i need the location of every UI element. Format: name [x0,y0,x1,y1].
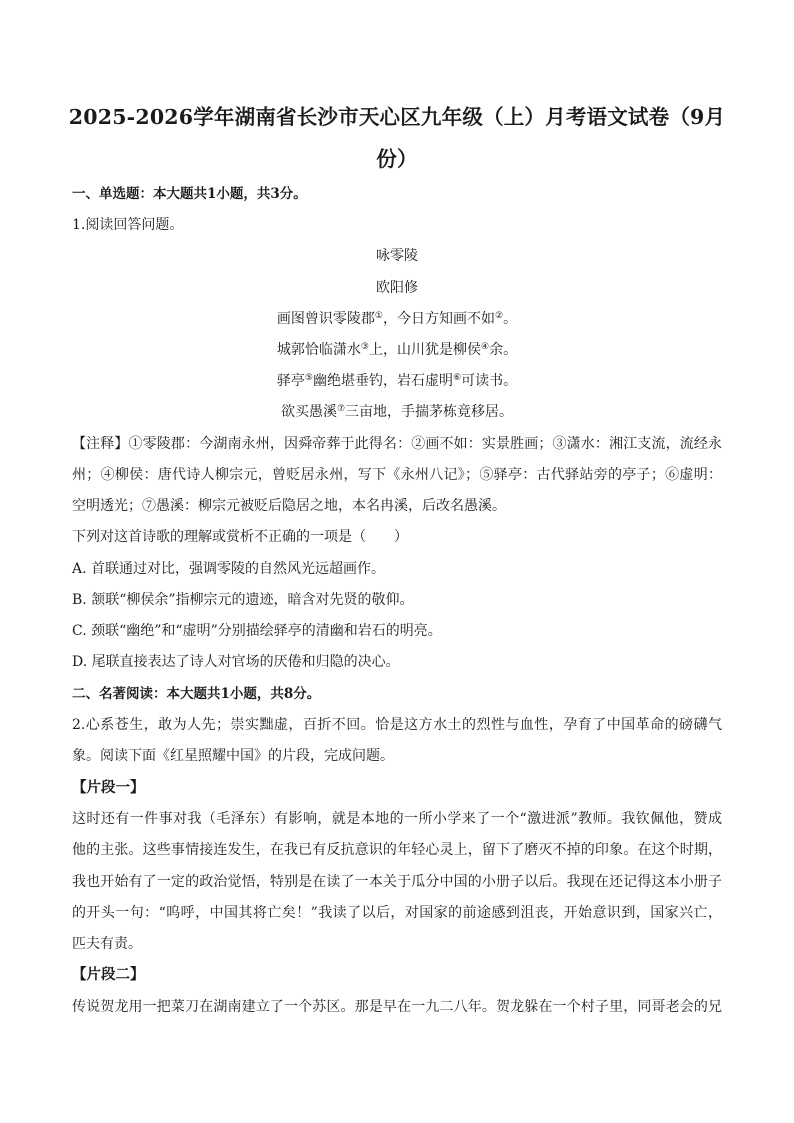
poem-title: 咏零陵 [376,248,418,264]
poem-line-4: 欲买愚溪⑦三亩地，手揣茅栋竟移居。 [280,404,514,420]
fragment-1-line-4: 的开头一句：“呜呼，中国其将亡矣！”我读了以后，对国家的前途感到沮丧，开始意识到，国家兴亡， [72,905,722,921]
footnote-marker: ② [495,311,504,321]
footnote-marker: ⑥ [453,373,462,383]
poem-author: 欧阳修 [376,280,418,296]
section-2-heading: 二、名著阅读：本大题共1小题，共8分。 [72,686,321,702]
fragment-1-line-3: 我也开始有了一定的政治觉悟，特别是在读了一本关于瓜分中国的小册子以后。我现在还记得这本小册子 [72,874,722,890]
question-2-intro-line-1: 2.心系苍生，敢为人先；崇实黜虚，百折不回。恰是这方水土的烈性与血性，孕育了中国革命的磅礴气 [72,717,722,733]
fragment-1-line-5: 匹夫有责。 [72,936,142,952]
exam-title-line-1: 2025-2026学年湖南省长沙市天心区九年级（上）月考语文试卷（9月 [68,105,726,129]
section-1-heading: 一、单选题：本大题共1小题，共3分。 [72,186,307,202]
footnote-marker: ③ [360,342,369,352]
fragment-2-header: 【片段二】 [72,966,145,983]
fragment-1-header: 【片段一】 [72,779,145,796]
annotation-line-3: 空明透光；⑦愚溪：柳宗元被贬后隐居之地，本名冉溪，后改名愚溪。 [72,498,506,514]
option-a: A. 首联通过对比，强调零陵的自然风光远超画作。 [72,561,386,577]
fragment-1-line-1: 这时还有一件事对我（毛泽东）有影响，就是本地的一所小学来了一个“激进派”教师。我钦佩他，赞成 [72,811,722,827]
question-1-intro: 1.阅读回答问题。 [72,217,184,233]
poem-line-1: 画图曾识零陵郡①，今日方知画不如②。 [276,311,518,327]
question-2-intro-line-2: 象。阅读下面《红星照耀中国》的片段，完成问题。 [72,748,394,764]
poem-line-3: 驿亭⑤幽绝堪垂钓，岩石虚明⑥可读书。 [276,373,518,389]
annotation-line-1: 【注释】①零陵郡：今湖南永州，因舜帝葬于此得名：②画不如：实景胜画；③潇水：湘江支流，流经永 [72,436,722,452]
fragment-1-line-2: 他的主张。这些事情接连发生，在我已有反抗意识的年轻心灵上，留下了磨灭不掉的印象。在这个时期， [72,842,722,858]
footnote-marker: ④ [481,342,490,352]
annotation-line-2: 州；④柳侯：唐代诗人柳宗元，曾贬居永州，写下《永州八记》；⑤驿亭：古代驿站旁的亭子；⑥虚明： [72,467,722,483]
footnote-marker: ⑤ [304,373,313,383]
footnote-marker: ⑦ [336,404,346,414]
poem-line-2: 城郭恰临潇水③上，山川犹是柳侯④余。 [276,342,518,358]
option-c: C. 颈联“幽绝”和“虚明”分别描绘驿亭的清幽和岩石的明亮。 [72,623,442,639]
option-d: D. 尾联直接表达了诗人对官场的厌倦和归隐的决心。 [72,654,400,670]
fragment-2-line-1: 传说贺龙用一把菜刀在湖南建立了一个苏区。那是早在一九二八年。贺龙躲在一个村子里，同哥老会的兄 [72,999,722,1015]
option-b: B. 颔联“柳侯余”指柳宗元的遗迹，暗含对先贤的敬仰。 [72,592,414,608]
footnote-marker: ① [374,311,383,321]
question-1-stem: 下列对这首诗歌的理解或赏析不正确的一项是（ ） [72,529,408,545]
exam-title-line-2: 份） [376,147,418,171]
